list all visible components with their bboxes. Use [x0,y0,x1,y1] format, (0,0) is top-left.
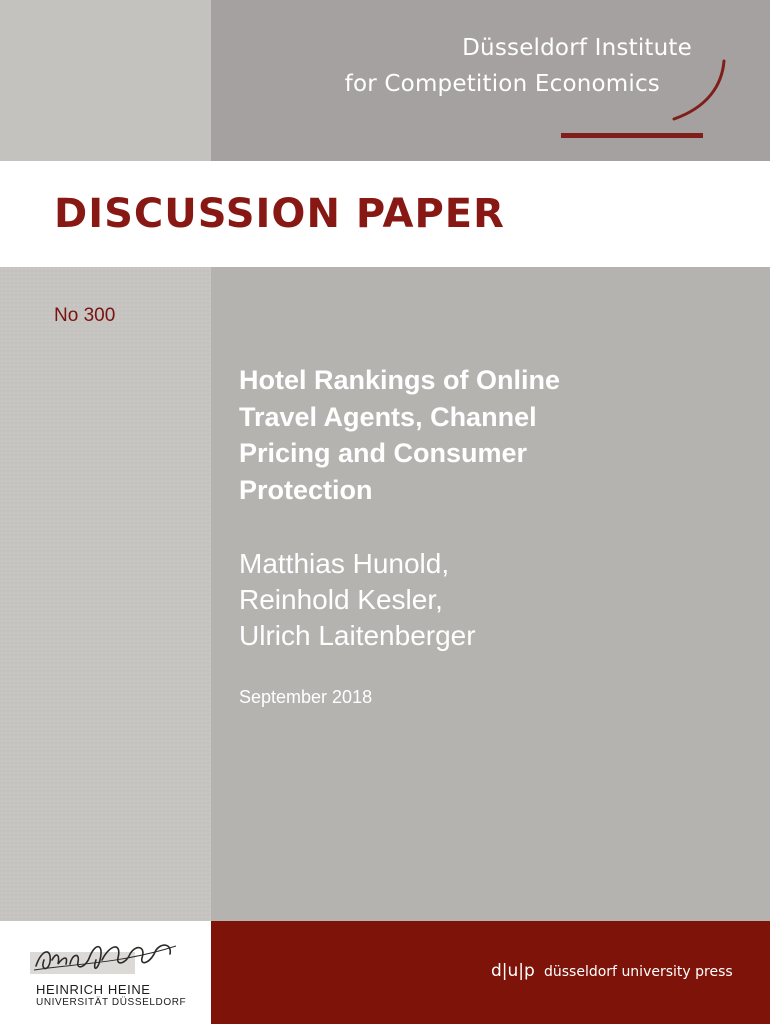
author-name: Ulrich Laitenberger [239,620,476,651]
series-title: DISCUSSION PAPER [54,191,505,237]
author-list [239,546,739,654]
author-name: Reinhold Kesler, [239,584,443,615]
institute-accent-bar [561,133,703,138]
paper-title-line: Hotel Rankings of Online [239,365,561,395]
press-name: düsseldorf university press [544,964,733,980]
university-logo [30,934,187,1014]
publication-date: September 2018 [239,687,373,707]
paper-title-line: Travel Agents, Channel [239,401,537,432]
institute-name-line-2: for Competition Economics [344,71,660,97]
paper-title [239,362,739,508]
paper-title-line: Protection [239,474,373,505]
author-name: Matthias Hunold, [239,548,450,579]
university-name: HEINRICH HEINE [36,982,151,997]
body-left-panel [0,267,211,921]
institute-swoosh-icon [660,55,730,125]
press-logo-mark: d|u|p [491,961,535,981]
header-left-panel [0,0,211,161]
institute-name-line-1: Düsseldorf Institute [462,35,692,61]
university-subname: UNIVERSITÄT DÜSSELDORF [36,997,187,1008]
heine-signature-icon [30,934,180,980]
paper-number: No 300 [54,305,116,326]
paper-title-line: Pricing and Consumer [239,438,528,468]
